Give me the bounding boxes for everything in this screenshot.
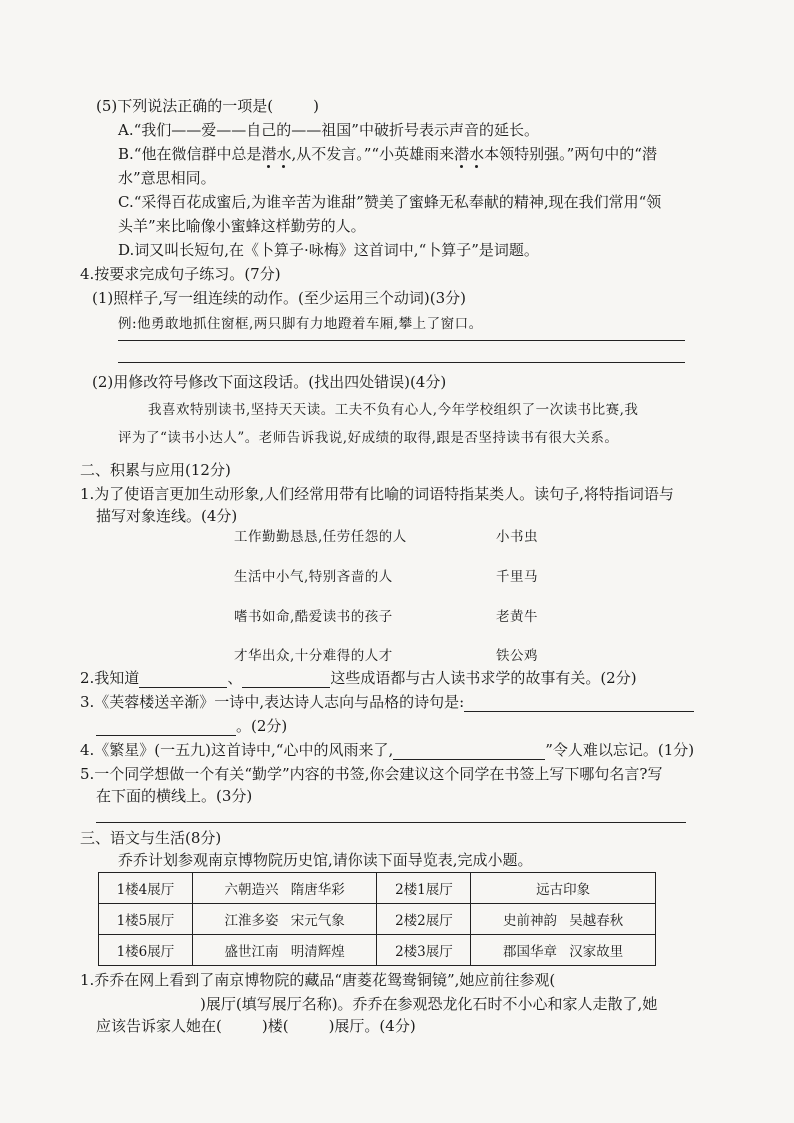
q5-option-b-line1: B.“他在微信群中总是潜水,从不发言。”“小英雄雨来潜水本领特别强。”两句中的“潜 <box>118 145 657 163</box>
match-left-item[interactable]: 才华出众,十分难得的人才 <box>234 648 393 664</box>
q5-option-c-line1: C.“采得百花成蜜后,为谁辛苦为谁甜”赞美了蜜蜂无私奉献的精神,现在我们常用“领 <box>118 193 662 211</box>
match-left-item[interactable]: 生活中小气,特别吝啬的人 <box>234 569 393 585</box>
sec2-q5-line2: 在下面的横线上。(3分) <box>96 787 253 805</box>
q4-part2-text-line1: 我喜欢特别读书,坚持天天读。工夫不负有心人,今年学校组织了一次读书比赛,我 <box>148 402 639 418</box>
table-cell: 1楼4展厅 <box>99 873 193 904</box>
q4-part2-text-line2: 评为了“读书小达人”。老师告诉我说,好成绩的取得,跟是否坚持读书有很大关系。 <box>118 430 619 446</box>
table-cell: 六朝造兴 隋唐华彩 <box>192 873 377 904</box>
section-2-title: 二、积累与应用(12分) <box>80 461 231 479</box>
sec3-q1-line2: )展厅(填写展厅名称)。乔乔在参观恐龙化石时不小心和家人走散了,她 <box>200 995 658 1013</box>
sec2-q3-line2: 。(2分) <box>96 716 287 736</box>
table-cell: 2楼3展厅 <box>377 935 471 966</box>
q4-part1-example: 例:他勇敢地抓住窗框,两只脚有力地蹬着车厢,攀上了窗口。 <box>118 316 483 332</box>
answer-blank[interactable] <box>139 671 227 688</box>
table-cell: 2楼2展厅 <box>377 904 471 935</box>
match-right-item[interactable]: 小书虫 <box>496 529 538 545</box>
match-right-item[interactable]: 铁公鸡 <box>496 648 538 664</box>
answer-blank[interactable] <box>96 719 236 736</box>
answer-blank[interactable] <box>393 743 545 760</box>
sec2-q3-line1: 3.《芙蓉楼送辛渐》一诗中,表达诗人志向与品格的诗句是: <box>80 692 694 712</box>
table-cell: 远古印象 <box>471 873 656 904</box>
match-right-item[interactable]: 千里马 <box>496 569 538 585</box>
answer-line[interactable] <box>96 822 686 823</box>
sec3-q1-line1: 1.乔乔在网上看到了南京博物院的藏品“唐菱花鸳鸯铜镜”,她应前往参观( <box>80 971 556 989</box>
table-row <box>99 904 656 935</box>
table-cell: 1楼6展厅 <box>99 935 193 966</box>
match-left-item[interactable]: 嗜书如命,酷爱读书的孩子 <box>234 609 393 625</box>
sec2-q5-line1: 5.一个同学想做一个有关“勤学”内容的书签,你会建议这个同学在书签上写下哪句名言?写 <box>80 765 663 783</box>
q4-title: 4.按要求完成句子练习。(7分) <box>80 265 281 283</box>
table-row <box>99 873 656 904</box>
section-3-title: 三、语文与生活(8分) <box>80 829 222 847</box>
q4-part1: (1)照样子,写一组连续的动作。(至少运用三个动词)(3分) <box>92 289 466 307</box>
q5-option-a: A.“我们——爱——自己的——祖国”中破折号表示声音的延长。 <box>118 121 539 139</box>
q4-part2: (2)用修改符号修改下面这段话。(找出四处错误)(4分) <box>92 373 447 391</box>
table-cell: 盛世江南 明清辉煌 <box>192 935 377 966</box>
table-cell: 2楼1展厅 <box>377 873 471 904</box>
match-left-item[interactable]: 工作勤勤恳恳,任劳任怨的人 <box>234 529 407 545</box>
answer-line[interactable] <box>118 362 685 363</box>
table-cell: 江淮多姿 宋元气象 <box>192 904 377 935</box>
sec2-q2: 2.我知道 、 这些成语都与古人读书求学的故事有关。(2分) <box>80 669 637 687</box>
sec2-q4: 4.《繁星》(一五九)这首诗中,“心中的风雨来了, ”令人难以忘记。(1分) <box>80 741 695 759</box>
table-cell: 史前神韵 吴越春秋 <box>471 904 656 935</box>
sec3-intro: 乔乔计划参观南京博物院历史馆,请你读下面导览表,完成小题。 <box>118 851 533 869</box>
q5-option-c-line2: 头羊”来比喻像小蜜蜂这样勤劳的人。 <box>118 217 366 235</box>
q5-option-b-line2: 水”意思相同。 <box>118 169 216 187</box>
answer-line[interactable] <box>118 340 685 341</box>
answer-blank[interactable] <box>464 695 694 712</box>
museum-guide-table <box>98 872 656 966</box>
q5-stem: (5)下列说法正确的一项是( ) <box>96 97 319 115</box>
table-cell: 郡国华章 汉家故里 <box>471 935 656 966</box>
q5-option-d: D.词又叫长短句,在《卜算子·咏梅》这首词中,“卜算子”是词题。 <box>118 241 539 259</box>
table-row <box>99 935 656 966</box>
match-right-item[interactable]: 老黄牛 <box>496 609 538 625</box>
table-cell: 1楼5展厅 <box>99 904 193 935</box>
sec2-q1-line2: 描写对象连线。(4分) <box>96 507 238 525</box>
sec3-q1-line3: 应该告诉家人她在( )楼( )展厅。(4分) <box>96 1017 416 1035</box>
answer-blank[interactable] <box>242 671 330 688</box>
sec2-q1-line1: 1.为了使语言更加生动形象,人们经常用带有比喻的词语特指某类人。读句子,将特指词语与 <box>80 485 674 503</box>
